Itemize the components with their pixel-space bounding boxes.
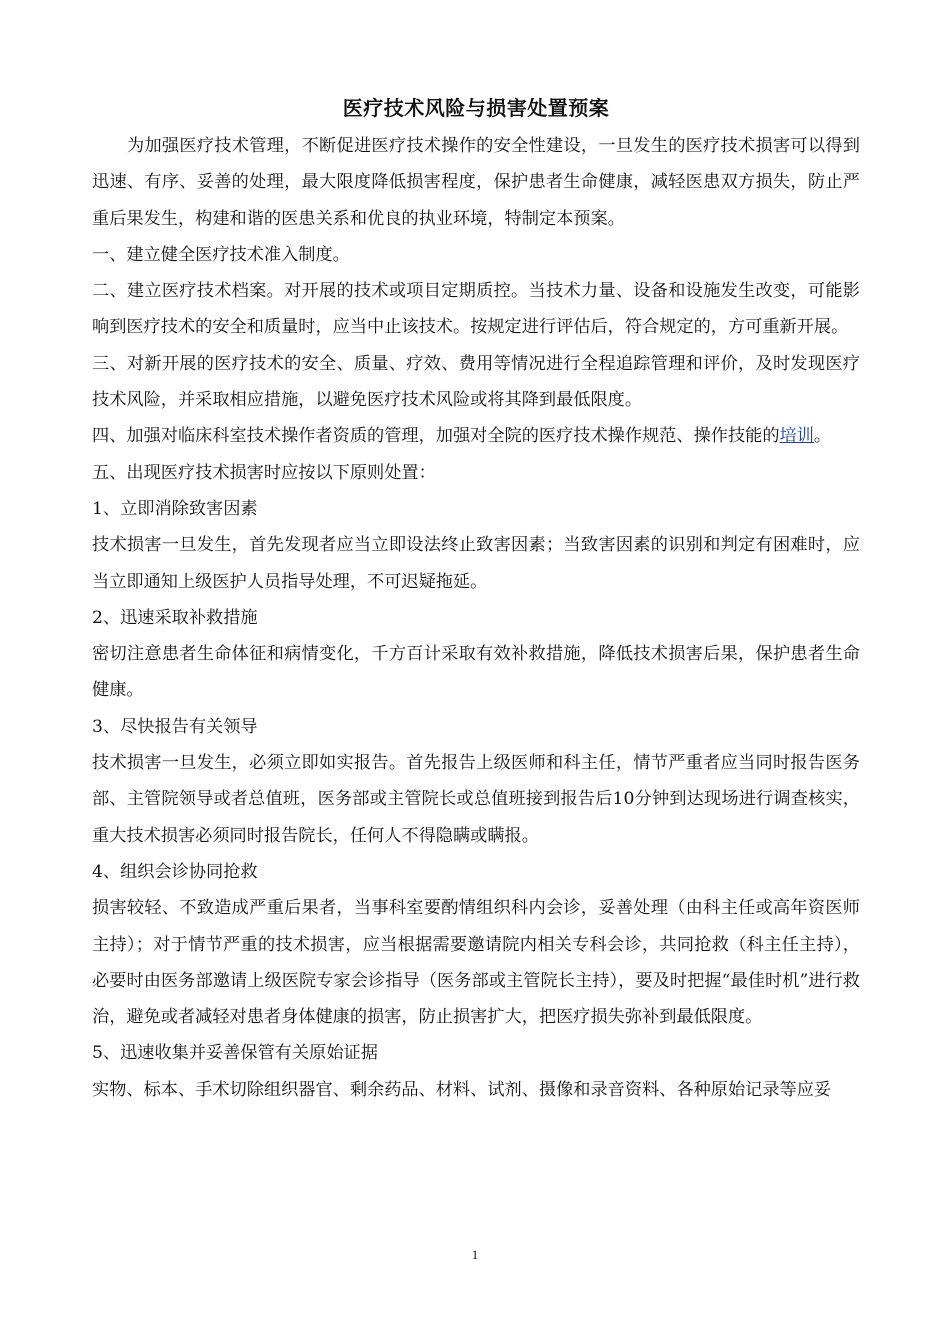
item-5-heading: 五、出现医疗技术损害时应按以下原则处置： bbox=[92, 462, 436, 483]
principle-3-heading: 3、尽快报告有关领导 bbox=[92, 716, 258, 737]
item-4-text-end: 。 bbox=[813, 426, 832, 447]
principle-4-heading: 4、组织会诊协同抢救 bbox=[92, 861, 258, 882]
principle-5-heading: 5、迅速收集并妥善保管有关原始证据 bbox=[92, 1043, 378, 1064]
principle-1-body: 技术损害一旦发生，首先发现者应当立即设法终止致害因素；当致害因素的识别和判定有困难时，应当立即通知上级医护人员指导处理，不可迟疑拖延。 bbox=[92, 535, 860, 592]
item-2-paragraph: 二、建立医疗技术档案。对开展的技术或项目定期质控。当技术力量、设备和设施发生改变，可能影响到医疗技术的安全和质量时，应当中止该技术。按规定进行评估后，符合规定的，方可重新开展。 bbox=[92, 281, 860, 338]
document-title: 医疗技术风险与损害处置预案 bbox=[342, 96, 610, 120]
principle-2-heading: 2、迅速采取补救措施 bbox=[92, 607, 258, 628]
page-number: 1 bbox=[471, 1247, 479, 1262]
document-body bbox=[92, 90, 860, 1108]
item-4-text: 四、加强对临床科室技术操作者资质的管理，加强对全院的医疗技术操作规范、操作技能的 bbox=[92, 426, 780, 447]
intro-paragraph: 为加强医疗技术管理，不断促进医疗技术操作的安全性建设，一旦发生的医疗技术损害可以得到迅速、有序、妥善的处理，最大限度降低损害程度，保护患者生命健康，减轻医患双方损失，防止严重后果发生，构建和谐的医患关系和优良的执业环境，特制定本预案。 bbox=[92, 136, 860, 229]
item-3-paragraph: 三、对新开展的医疗技术的安全、质量、疗效、费用等情况进行全程追踪管理和评价，及时发现医疗技术风险，并采取相应措施，以避免医疗技术风险或将其降到最低限度。 bbox=[92, 353, 860, 411]
principle-1-heading: 1、立即消除致害因素 bbox=[92, 498, 258, 519]
principle-3-body: 技术损害一旦发生，必须立即如实报告。首先报告上级医师和科主任，情节严重者应当同时报告医务部、主管院领导或者总值班，医务部或主管院长或总值班接到报告后10分钟到达现场进行调查核实，重大技术损害必须同时报告院长，任何人不得隐瞒或瞒报。 bbox=[92, 753, 860, 846]
item-1-paragraph: 一、建立健全医疗技术准入制度。 bbox=[92, 244, 350, 265]
training-link[interactable]: 培训 bbox=[779, 426, 814, 447]
principle-2-body: 密切注意患者生命体征和病情变化，千方百计采取有效补救措施，降低技术损害后果，保护患者生命健康。 bbox=[92, 644, 860, 701]
item-4-paragraph bbox=[92, 418, 860, 454]
principle-5-body: 实物、标本、手术切除组织器官、剩余药品、材料、试剂、摄像和录音资料、各种原始记录等应妥 bbox=[92, 1079, 832, 1100]
principle-4-body: 损害较轻、不致造成严重后果者，当事科室要酌情组织科内会诊，妥善处理（由科主任或高年资医师主持）；对于情节严重的技术损害，应当根据需要邀请院内相关专科会诊，共同抢救（科主任主持），必要时由医务部邀请上级医院专家会诊指导（医务部或主管院长主持），要及时把握“最佳时机”进行救治，避免或者减轻对患者身体健康的损害，防止损害扩大，把医疗损失弥补到最低限度。 bbox=[92, 898, 860, 1028]
